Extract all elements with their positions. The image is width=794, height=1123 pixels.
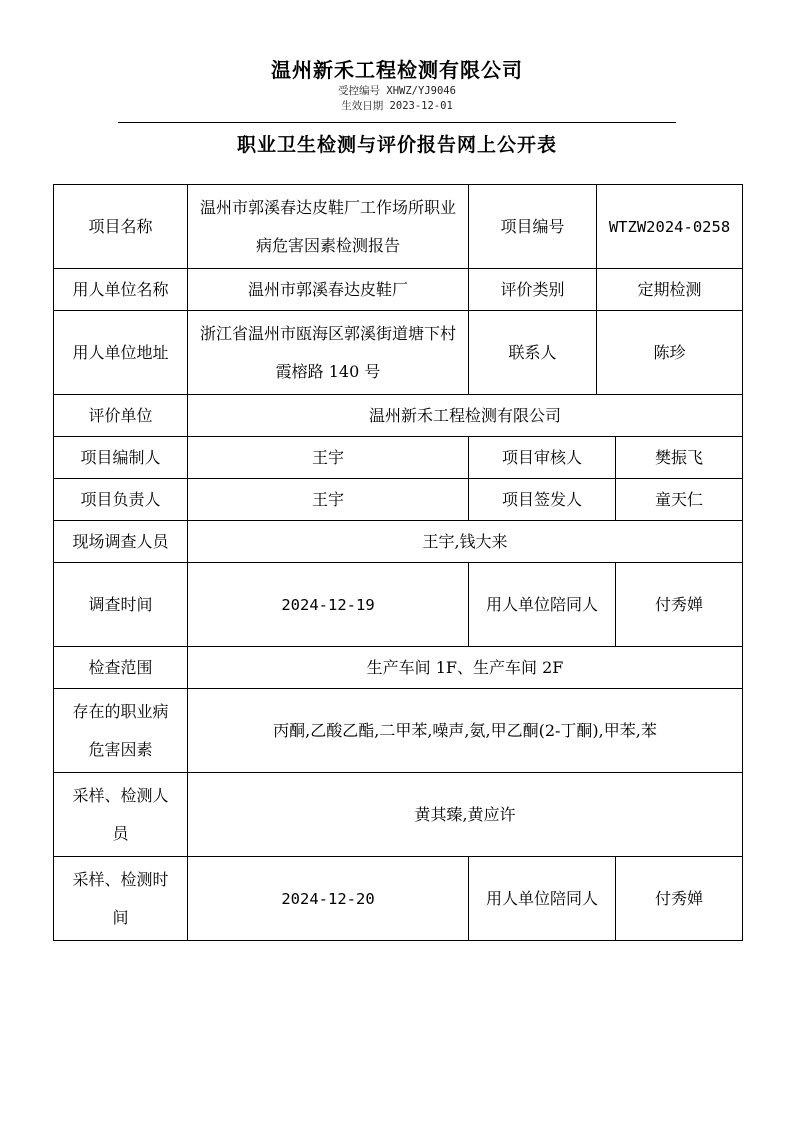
evaluator-label: 评价单位 [54,395,188,437]
sampling-staff-value: 黄其臻,黄应许 [188,773,743,857]
contact-label: 联系人 [469,311,597,395]
table-row [54,311,743,395]
hazards-value: 丙酮,乙酸乙酯,二甲苯,噪声,氨,甲乙酮(2-丁酮),甲苯,苯 [188,689,743,773]
reviewer-value: 樊振飞 [616,437,743,479]
lead-label: 项目负责人 [54,479,188,521]
table-row [54,479,743,521]
sampling-time-value: 2024-12-20 [188,857,469,941]
evaluation-type-label: 评价类别 [469,269,597,311]
header-divider [118,122,676,123]
employer-address-label: 用人单位地址 [54,311,188,395]
project-number-value: WTZW2024-0258 [597,185,743,269]
reviewer-label: 项目审核人 [469,437,616,479]
document-header [0,56,794,114]
survey-escort-value: 付秀婵 [616,563,743,647]
compiler-label: 项目编制人 [54,437,188,479]
evaluator-value: 温州新禾工程检测有限公司 [188,395,743,437]
survey-staff-value: 王宇,钱大来 [188,521,743,563]
evaluation-type-value: 定期检测 [597,269,743,311]
sampling-escort-value: 付秀婵 [616,857,743,941]
control-number-line [0,84,794,99]
table-row [54,689,743,773]
sampling-staff-label: 采样、检测人员 [54,773,188,857]
employer-name-value: 温州市郭溪春达皮鞋厂 [188,269,469,311]
contact-value: 陈珍 [597,311,743,395]
compiler-value: 王宇 [188,437,469,479]
control-number-label: 受控编号 [338,85,381,97]
control-number: XHWZ/YJ9046 [386,85,456,97]
effective-date-line [0,99,794,114]
project-name-label: 项目名称 [54,185,188,269]
effective-date: 2023-12-01 [389,100,453,112]
document-title: 职业卫生检测与评价报告网上公开表 [236,134,557,156]
survey-time-label: 调查时间 [54,563,188,647]
survey-staff-label: 现场调查人员 [54,521,188,563]
scope-value: 生产车间 1F、生产车间 2F [188,647,743,689]
sampling-time-label: 采样、检测时间 [54,857,188,941]
issuer-label: 项目签发人 [469,479,616,521]
table-row [54,395,743,437]
disclosure-table [53,184,743,941]
hazards-label: 存在的职业病危害因素 [54,689,188,773]
sampling-escort-label: 用人单位陪同人 [469,857,616,941]
project-number-label: 项目编号 [469,185,597,269]
table-row [54,437,743,479]
table-row [54,563,743,647]
issuer-value: 童天仁 [616,479,743,521]
table-row [54,269,743,311]
survey-time-value: 2024-12-19 [188,563,469,647]
scope-label: 检查范围 [54,647,188,689]
table-row [54,521,743,563]
employer-name-label: 用人单位名称 [54,269,188,311]
employer-address-value: 浙江省温州市瓯海区郭溪街道塘下村霞榕路 140 号 [188,311,469,395]
effective-date-label: 生效日期 [341,100,384,112]
survey-escort-label: 用人单位陪同人 [469,563,616,647]
company-name: 温州新禾工程检测有限公司 [271,58,523,82]
table-row [54,185,743,269]
project-name-value: 温州市郭溪春达皮鞋厂工作场所职业病危害因素检测报告 [188,185,469,269]
table-row [54,857,743,941]
table-row [54,773,743,857]
lead-value: 王宇 [188,479,469,521]
table-row [54,647,743,689]
